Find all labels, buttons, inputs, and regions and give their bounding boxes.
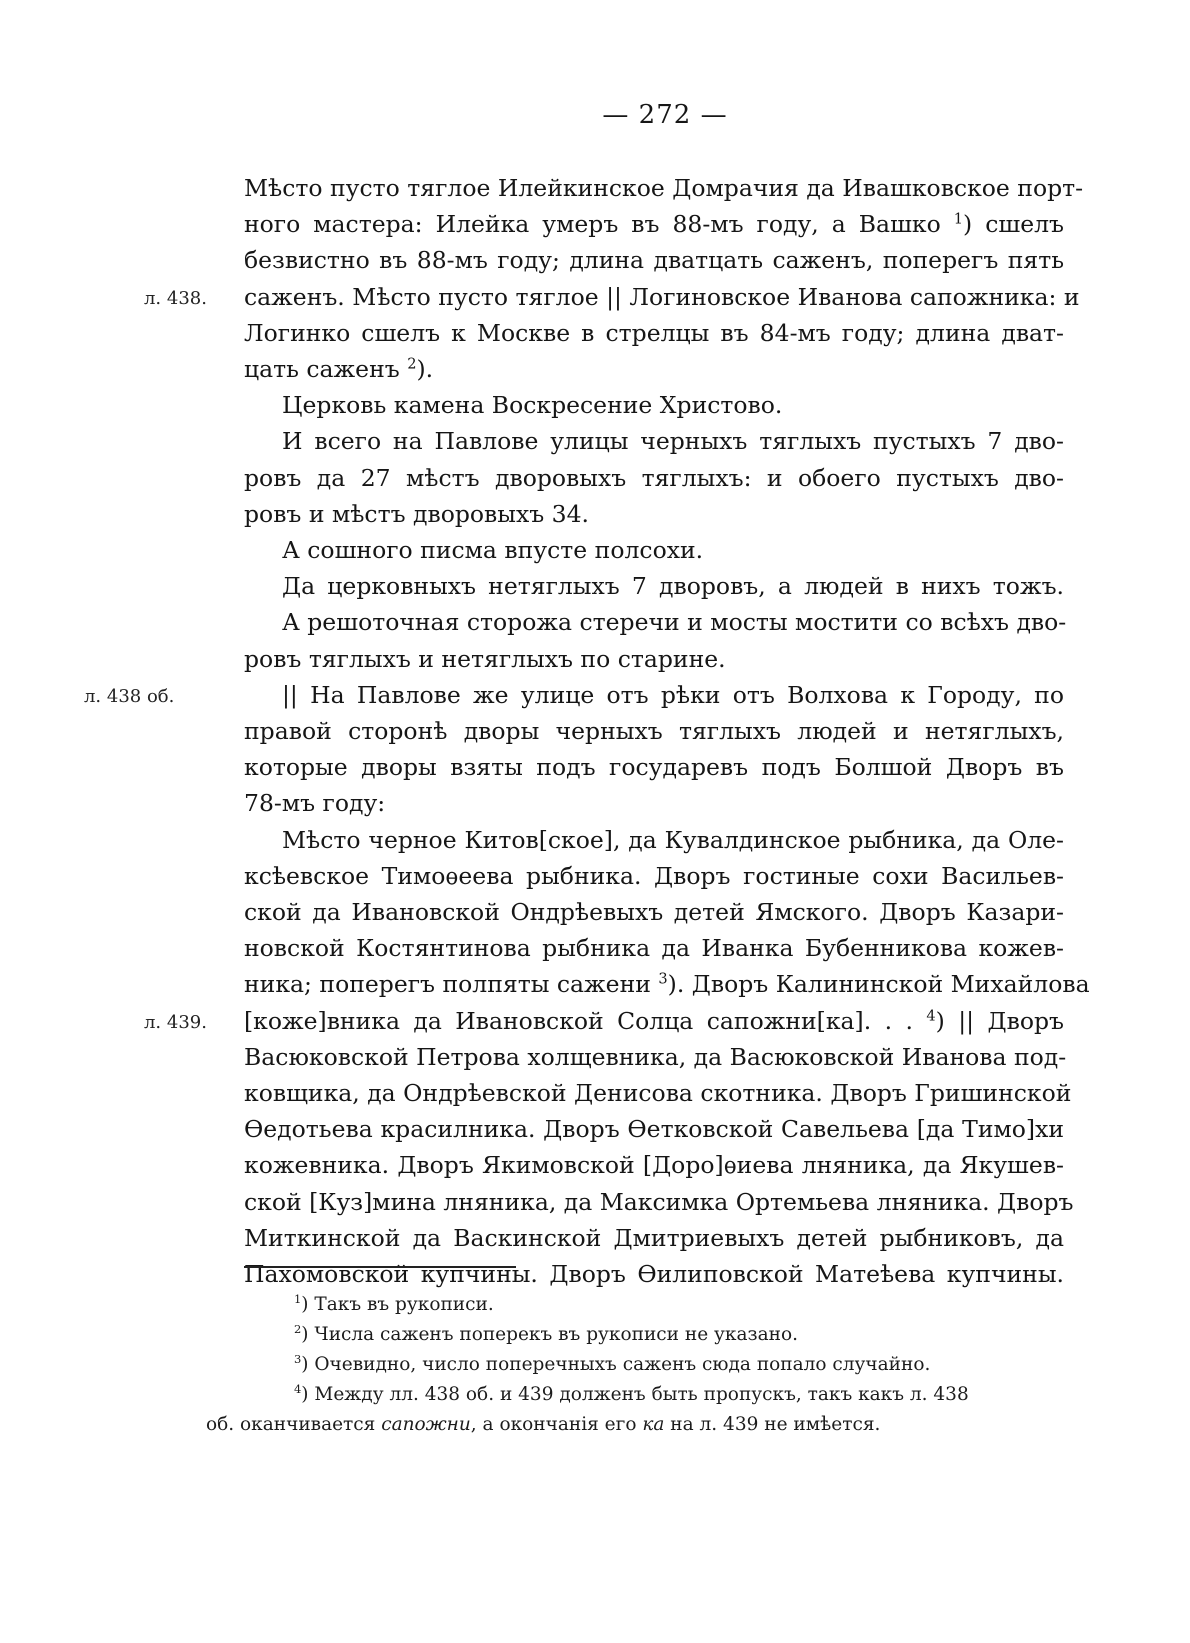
footnote-separator: [244, 1266, 516, 1268]
paragraph-3: [244, 423, 1064, 532]
footnote-1: $^1$) Такъ въ рукописи.: [294, 1292, 494, 1315]
footnote-2: $^2$) Числа саженъ поперекъ въ рукописи не указано.: [294, 1322, 798, 1345]
paragraph-7: [84, 677, 1064, 822]
text-line: л. 438. саженъ. Мѣсто пусто тяглое || Логиновское Иванова сапожника: и: [244, 279, 1064, 315]
text-line: Церковь камена Воскресение Христово.: [282, 391, 783, 420]
text-line: А решоточная сторожа стеречи и мосты мостити со всѣхъ дво-: [282, 608, 1067, 637]
text-line: Мѣсто пусто тяглое Илейкинское Домрачия да Ивашковское порт-: [244, 174, 1084, 202]
margin-note-folio: л. 438.: [144, 287, 207, 309]
text-line: 78-мъ году:: [244, 789, 386, 818]
text-line: новской Костянтинова рыбника да Иванка Бубенникова кожев-: [244, 934, 1064, 963]
text-line: ской [Куз]мина лняника, да Максимка Ортемьева лняника. Дворъ: [244, 1187, 1074, 1216]
paragraph-4: [244, 532, 1064, 568]
text-line: ника; поперегъ полпяты сажени $^3$). Дворъ Калининской Михайлова: [244, 970, 1090, 999]
text-line: Пахомовской купчины. Дворъ Ѳилиповской Матеѣева купчины.: [244, 1260, 1064, 1289]
text-line: ровъ да 27 мѣстъ дворовыхъ тяглыхъ: и обоего пустыхъ дво-: [244, 463, 1064, 492]
footnotes: [206, 1290, 1060, 1440]
footnote-ref: 2: [407, 355, 417, 373]
footnote-4: $^4$) Между лл. 438 об. и 439 долженъ быть пропускъ, такъ какъ л. 438 об. оканчивается сапожни, а окончанія его ка на л. 439 не имѣется.: [206, 1382, 969, 1435]
text-line: ного мастера: Илейка умеръ въ 88-мъ году, а Вашко $^1$) сшелъ: [244, 210, 1064, 239]
main-text: [84, 170, 1090, 1292]
paragraph-1: [144, 170, 1084, 387]
text-line: ской да Ивановской Ондрѣевыхъ детей Ямского. Дворъ Казари-: [244, 898, 1064, 927]
footnote-ref: 1: [953, 210, 964, 228]
paragraph-2: [244, 387, 1064, 423]
text-line: ровъ и мѣстъ дворовыхъ 34.: [244, 499, 590, 528]
paragraph-5: [244, 568, 1064, 604]
text-line: Мѣсто черное Китов[ское], да Кувалдинское рыбника, да Оле-: [282, 825, 1064, 854]
text-line: л. 438 об. || На Павлове же улице отъ рѣки отъ Волхова к Городу, по: [244, 677, 1064, 713]
text-line: Васюковской Петрова холщевника, да Васюковской Иванова под-: [244, 1042, 1067, 1071]
text-line: безвистно въ 88-мъ году; длина дватцать саженъ, поперегъ пять: [244, 246, 1064, 275]
footnote-ref: 4: [926, 1006, 936, 1024]
text-line: А сошного писма впусте полсохи.: [282, 536, 704, 565]
text-line: Ѳедотьева красилника. Дворъ Ѳетковской Савельева [да Тимо]хи: [244, 1115, 1064, 1144]
text-line: ровъ тяглыхъ и нетяглыхъ по старине.: [244, 644, 726, 673]
margin-note-folio: л. 438 об.: [84, 685, 175, 707]
text-line: кожевника. Дворъ Якимовской [Доро]ѳиева лняника, да Якушев-: [244, 1151, 1064, 1180]
footnote-ref: 3: [658, 970, 668, 988]
text-line: цать саженъ $^2$).: [244, 355, 434, 384]
text-line: Да церковныхъ нетяглыхъ 7 дворовъ, а людей в нихъ тожъ.: [282, 572, 1064, 601]
text-line: правой сторонѣ дворы черныхъ тяглыхъ людей и нетяглыхъ,: [244, 717, 1064, 746]
text-line: Миткинской да Васкинской Дмитриевыхъ детей рыбниковъ, да: [244, 1223, 1064, 1252]
text-line: ковщика, да Ондрѣевской Денисова скотника. Дворъ Гришинской: [244, 1079, 1072, 1108]
footnote-3: $^3$) Очевидно, число поперечныхъ саженъ сюда попало случайно.: [294, 1352, 931, 1375]
text-line: л. 439. [коже]вника да Ивановской Солца сапожни[ка]. . . $^4$) || Дворъ: [244, 1003, 1064, 1039]
text-line: И всего на Павлове улицы черныхъ тяглыхъ пустыхъ 7 дво-: [282, 427, 1064, 456]
text-line: которые дворы взяты подъ государевъ подъ Болшой Дворъ въ: [244, 753, 1064, 782]
page-number: — 272 —: [602, 100, 728, 130]
margin-note-folio: л. 439.: [144, 1011, 207, 1033]
text-line: ксѣевское Тимоѳеева рыбника. Дворъ гостиные сохи Васильев-: [244, 861, 1064, 890]
paragraph-8: [144, 822, 1090, 1293]
paragraph-6: [244, 604, 1067, 676]
text-line: Логинко сшелъ к Москве в стрелцы въ 84-мъ году; длина дват-: [244, 318, 1064, 347]
